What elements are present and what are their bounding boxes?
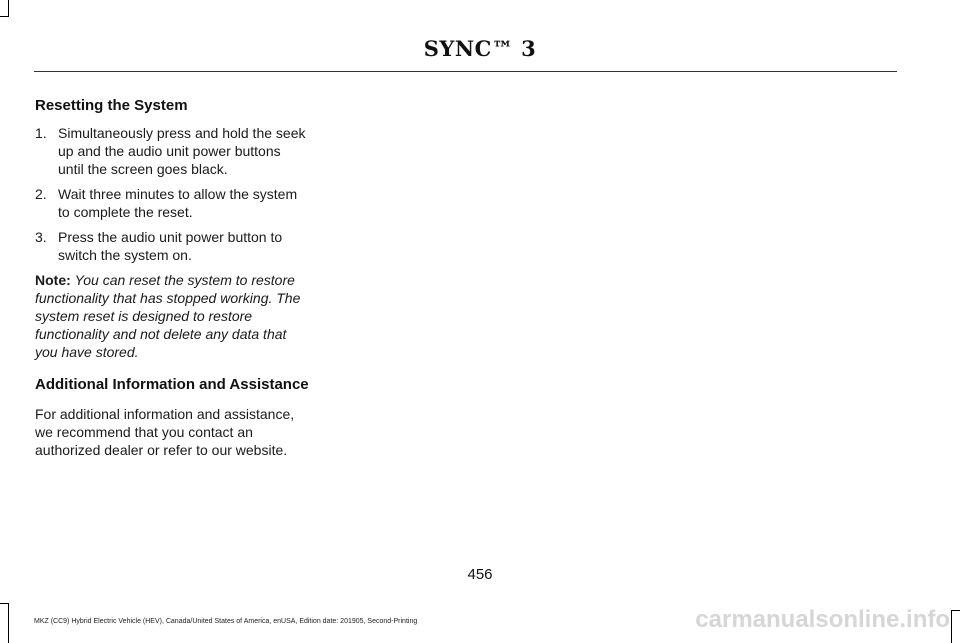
list-item xyxy=(35,124,310,178)
page-header-title: SYNC™ 3 xyxy=(423,36,537,61)
assistance-paragraph: For additional information and assistance, we recommend that you contact an authorized dealer or refer to our website. xyxy=(35,406,295,458)
step-number: 2. xyxy=(35,186,47,202)
crop-mark-top-left xyxy=(8,0,9,16)
section-heading-additional-info: Additional Information and Assistance xyxy=(35,376,309,393)
note-label: Note: xyxy=(35,272,71,288)
crop-mark-bottom-left xyxy=(8,603,9,643)
note-paragraph xyxy=(35,271,310,361)
step-number: 3. xyxy=(35,229,47,245)
crop-mark-bottom-right xyxy=(951,610,952,643)
list-item xyxy=(35,228,310,264)
crop-mark-bottom-right xyxy=(951,610,960,611)
crop-mark-top-left xyxy=(0,16,9,17)
crop-mark-bottom-left xyxy=(0,603,9,604)
reset-steps-list xyxy=(35,124,310,264)
header-divider xyxy=(34,71,897,72)
note-text: You can reset the system to restore functionality that has stopped working. The system reset is designed to restore functionality and not delete any data that you have stored. xyxy=(35,272,301,360)
page-number: 456 xyxy=(467,566,493,583)
section-heading-resetting: Resetting the System xyxy=(35,97,188,114)
step-text: Simultaneously press and hold the seek up and the audio unit power buttons until the screen goes black. xyxy=(58,125,306,177)
edition-footer: MKZ (CC9) Hybrid Electric Vehicle (HEV), Canada/United States of America, enUSA, Edition date: 201905, Second-Printing xyxy=(34,618,418,625)
watermark-logo: carmanualsonline.info xyxy=(695,606,950,633)
content-column xyxy=(35,96,310,459)
step-number: 1. xyxy=(35,125,47,141)
step-text: Press the audio unit power button to switch the system on. xyxy=(58,229,283,263)
list-item xyxy=(35,185,310,221)
step-text: Wait three minutes to allow the system to complete the reset. xyxy=(58,186,298,220)
